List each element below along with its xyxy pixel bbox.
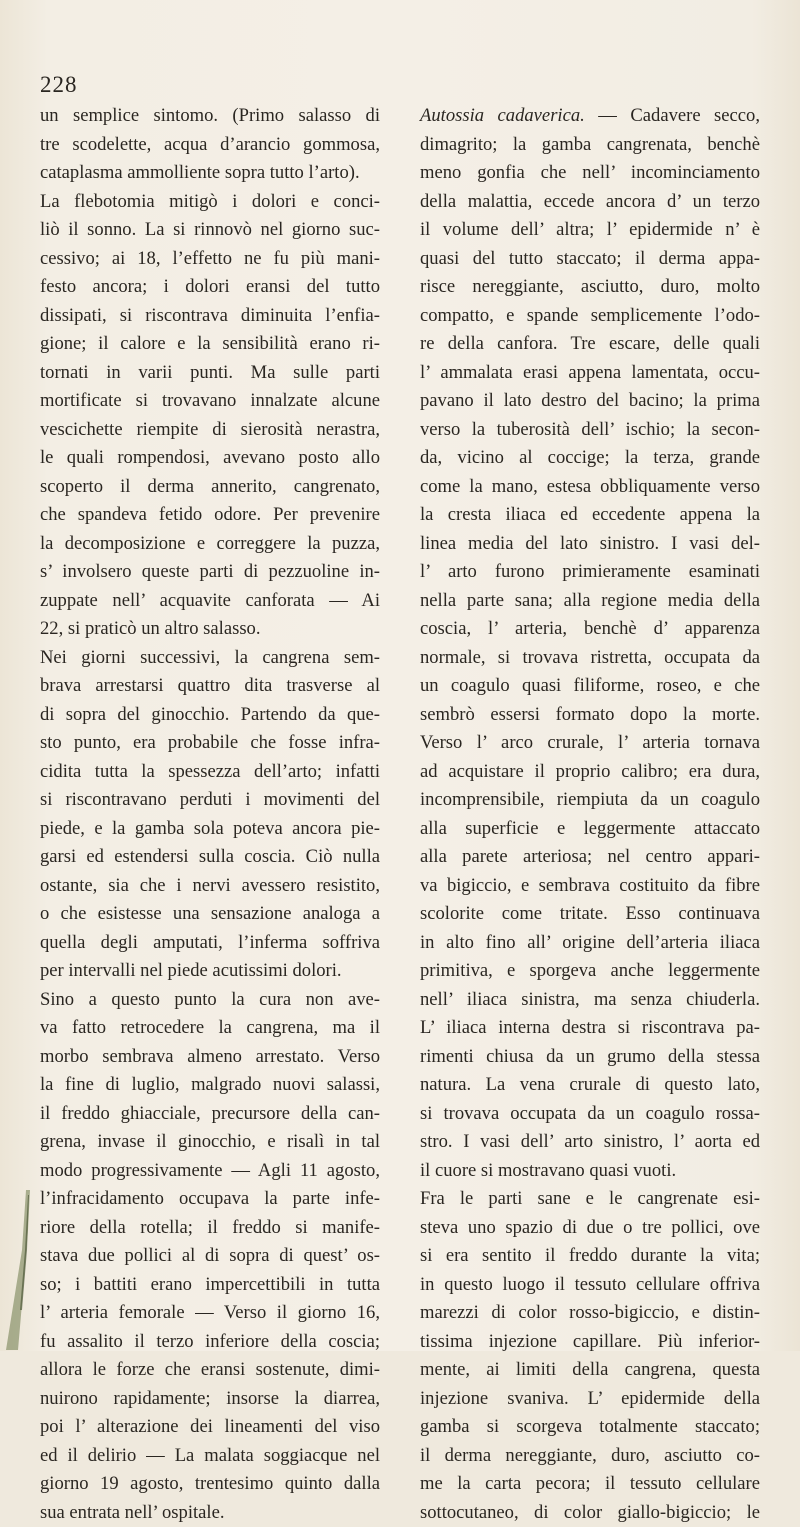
text-line: l’ arto furono primieramente esaminati: [420, 558, 760, 587]
text-line: il derma nereggiante, duro, asciutto co-: [420, 1442, 760, 1471]
page-number: 228: [40, 72, 78, 98]
text-line: Fra le parti sane e le cangrenate esi-: [420, 1185, 760, 1214]
text-line: primitiva, e sporgeva anche leggermente: [420, 957, 760, 986]
text-line: va fatto retrocedere la cangrena, ma il: [40, 1014, 380, 1043]
text-line: nuirono rapidamente; insorse la diarrea,: [40, 1385, 380, 1414]
text-line: pavano il lato destro del bacino; la prima: [420, 387, 760, 416]
text-line: verso la tuberosità dell’ ischio; la secon-: [420, 416, 760, 445]
text-line: dissipati, si riscontrava diminuita l’enfia-: [40, 302, 380, 331]
text-line: cataplasma ammolliente sopra tutto l’arto).: [40, 159, 380, 188]
text-line: tornati in varii punti. Ma sulle parti: [40, 359, 380, 388]
text-line: normale, si trovava ristretta, occupata da: [420, 644, 760, 673]
text-line: la decomposizione e correggere la puzza,: [40, 530, 380, 559]
autopsy-heading-rest: — Cadavere secco,: [585, 105, 760, 126]
text-line: quasi del tutto staccato; il derma appa-: [420, 245, 760, 274]
text-line: nell’ iliaca sinistra, ma senza chiuderla.: [420, 986, 760, 1015]
text-line: festo ancora; i dolori eransi del tutto: [40, 273, 380, 302]
text-line: ed il delirio — La malata soggiacque nel: [40, 1442, 380, 1471]
text-line: modo progressivamente — Agli 11 agosto,: [40, 1157, 380, 1186]
text-line: mortificate si trovavano innalzate alcune: [40, 387, 380, 416]
text-line: cessivo; ai 18, l’effetto ne fu più mani-: [40, 245, 380, 274]
right-column: [420, 102, 760, 1527]
text-line: da, vicino al coccige; la terza, grande: [420, 444, 760, 473]
text-line: compatto, e spande semplicemente l’odo-: [420, 302, 760, 331]
text-line: mente, ai limiti della cangrena, questa: [420, 1356, 760, 1385]
text-line: gamba si scorgeva totalmente staccato;: [420, 1413, 760, 1442]
text-line: come la mano, estesa obbliquamente verso: [420, 473, 760, 502]
text-line: va bigiccio, e sembrava costituito da fibre: [420, 872, 760, 901]
text-line: nella parte sana; alla regione media della: [420, 587, 760, 616]
text-line: l’infracidamento occupava la parte infe-: [40, 1185, 380, 1214]
text-line: s’ involsero queste parti di pezzuoline in-: [40, 558, 380, 587]
text-line: grena, invase il ginocchio, e risalì in tal: [40, 1128, 380, 1157]
margin-stain-mark: [4, 1190, 40, 1350]
text-line: liò il sonno. La si rinnovò nel giorno suc-: [40, 216, 380, 245]
text-line: ad acquistare il proprio calibro; era dura,: [420, 758, 760, 787]
text-line: si riscontravano perduti i movimenti del: [40, 786, 380, 815]
text-line: fu assalito il terzo inferiore della coscia;: [40, 1328, 380, 1357]
text-line: allora le forze che eransi sostenute, dimi-: [40, 1356, 380, 1385]
text-line: stava due pollici al di sopra di quest’ os-: [40, 1242, 380, 1271]
text-line: gione; il calore e la sensibilità erano ri-: [40, 330, 380, 359]
text-line: in alto fino all’ origine dell’arteria iliaca: [420, 929, 760, 958]
text-line: Sino a questo punto la cura non ave-: [40, 986, 380, 1015]
text-line: sembrò essersi formato dopo la morte.: [420, 701, 760, 730]
text-line: si era sentito il freddo durante la vita;: [420, 1242, 760, 1271]
text-line: 22, si praticò un altro salasso.: [40, 615, 380, 644]
text-line: sua entrata nell’ ospitale.: [40, 1499, 380, 1527]
text-line: il cuore si mostravano quasi vuoti.: [420, 1157, 760, 1186]
autopsy-heading-line: [420, 102, 760, 131]
text-line: incomprensibile, riempiuta da un coagulo: [420, 786, 760, 815]
text-line: alla parete arteriosa; nel centro appari-: [420, 843, 760, 872]
text-line: un coagulo quasi filiforme, roseo, e che: [420, 672, 760, 701]
text-line: vescichette riempite di sierosità nerastra,: [40, 416, 380, 445]
text-line: meno gonfia che nell’ incominciamento: [420, 159, 760, 188]
text-line: la cresta iliaca ed eccedente appena la: [420, 501, 760, 530]
text-line: scolorite come tritate. Esso continuava: [420, 900, 760, 929]
text-line: per intervalli nel piede acutissimi dolori.: [40, 957, 380, 986]
autopsy-heading: Autossia cadaverica.: [420, 105, 585, 126]
text-line: che spandeva fetido odore. Per prevenire: [40, 501, 380, 530]
text-line: sottocutaneo, di color giallo-bigiccio; le: [420, 1499, 760, 1527]
text-line: tissima injezione capillare. Più inferior-: [420, 1328, 760, 1357]
text-line: giorno 19 agosto, trentesimo quinto dalla: [40, 1470, 380, 1499]
text-line: di sopra del ginocchio. Partendo da que-: [40, 701, 380, 730]
text-line: linea media del lato sinistro. I vasi del-: [420, 530, 760, 559]
text-line: sto punto, era probabile che fosse infra-: [40, 729, 380, 758]
text-line: piede, e la gamba sola poteva ancora pie-: [40, 815, 380, 844]
text-line: della malattia, eccede ancora d’ un terzo: [420, 188, 760, 217]
text-line: Verso l’ arco crurale, l’ arteria tornava: [420, 729, 760, 758]
text-line: so; i battiti erano impercettibili in tutta: [40, 1271, 380, 1300]
text-line: il volume dell’ altra; l’ epidermide n’ è: [420, 216, 760, 245]
text-line: L’ iliaca interna destra si riscontrava pa-: [420, 1014, 760, 1043]
text-line: in questo luogo il tessuto cellulare offriva: [420, 1271, 760, 1300]
text-line: rimenti chiusa da un grumo della stessa: [420, 1043, 760, 1072]
left-column: [40, 102, 380, 1527]
text-line: alla superficie e leggermente attaccato: [420, 815, 760, 844]
text-line: tre scodelette, acqua d’arancio gommosa,: [40, 131, 380, 160]
text-line: injezione svaniva. L’ epidermide della: [420, 1385, 760, 1414]
text-line: dimagrito; la gamba cangrenata, benchè: [420, 131, 760, 160]
text-line: Nei giorni successivi, la cangrena sem-: [40, 644, 380, 673]
text-line: marezzi di color rosso-bigiccio, e distin-: [420, 1299, 760, 1328]
text-line: quella degli amputati, l’inferma soffriva: [40, 929, 380, 958]
text-line: o che esistesse una sensazione analoga a: [40, 900, 380, 929]
text-line: il freddo ghiacciale, precursore della can-: [40, 1100, 380, 1129]
text-line: riore della rotella; il freddo si manife-: [40, 1214, 380, 1243]
text-line: me la carta pecora; il tessuto cellulare: [420, 1470, 760, 1499]
text-line: steva uno spazio di due o tre pollici, ove: [420, 1214, 760, 1243]
text-line: zuppate nell’ acquavite canforata — Ai: [40, 587, 380, 616]
text-line: l’ ammalata erasi appena lamentata, occu-: [420, 359, 760, 388]
text-line: la fine di luglio, malgrado nuovi salassi,: [40, 1071, 380, 1100]
text-line: scoperto il derma annerito, cangrenato,: [40, 473, 380, 502]
text-line: garsi ed estendersi sulla coscia. Ciò nulla: [40, 843, 380, 872]
text-line: natura. La vena crurale di questo lato,: [420, 1071, 760, 1100]
text-line: si trovava occupata da un coagulo rossa-: [420, 1100, 760, 1129]
text-line: cidita tutta la spessezza dell’arto; infatti: [40, 758, 380, 787]
text-line: coscia, l’ arteria, benchè d’ apparenza: [420, 615, 760, 644]
text-line: stro. I vasi dell’ arto sinistro, l’ aorta ed: [420, 1128, 760, 1157]
text-line: morbo sembrava almeno arrestato. Verso: [40, 1043, 380, 1072]
text-line: risce nereggiante, asciutto, duro, molto: [420, 273, 760, 302]
text-line: ostante, sia che i nervi avessero resistito,: [40, 872, 380, 901]
text-line: un semplice sintomo. (Primo salasso di: [40, 102, 380, 131]
text-line: brava arrestarsi quattro dita trasverse al: [40, 672, 380, 701]
text-line: La flebotomia mitigò i dolori e conci-: [40, 188, 380, 217]
text-line: re della canfora. Tre escare, delle quali: [420, 330, 760, 359]
text-line: poi l’ alterazione dei lineamenti del viso: [40, 1413, 380, 1442]
text-line: l’ arteria femorale — Verso il giorno 16,: [40, 1299, 380, 1328]
text-line: le quali rompendosi, avevano posto allo: [40, 444, 380, 473]
